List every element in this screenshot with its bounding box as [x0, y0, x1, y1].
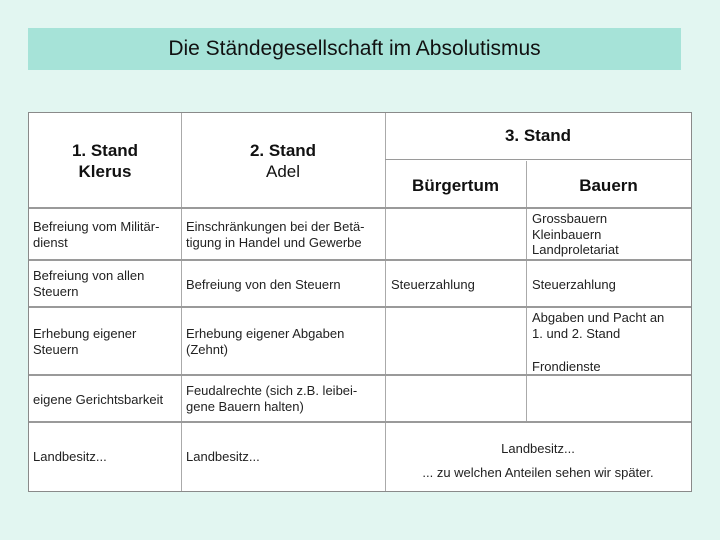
row5-stand3-line2: ... zu welchen Anteilen sehen wir später.	[422, 464, 654, 480]
row4-adel-line1: Feudalrechte (sich z.B. leibei-	[186, 383, 358, 398]
row-line-4	[29, 421, 691, 423]
slide-title-bar	[28, 28, 681, 70]
row2-buerger-line1: Steuerzahlung	[391, 277, 475, 292]
row2-klerus	[33, 268, 179, 299]
col-divider-3	[526, 161, 527, 421]
header-stand2-name: Adel	[265, 162, 301, 181]
row1-klerus-line1: Befreiung vom Militär-	[33, 219, 160, 234]
row1-klerus-line2: dienst	[33, 234, 68, 250]
row5-adel	[186, 449, 384, 465]
header-stand1	[29, 140, 181, 182]
row1-bauern-line3: Landproletariat	[532, 242, 619, 257]
row1-adel-line2: tigung in Handel und Gewerbe	[186, 234, 362, 250]
row1-adel	[186, 219, 384, 250]
col-divider-2	[385, 113, 386, 491]
header-stand3	[385, 125, 691, 146]
row1-bauern-line2: Kleinbauern	[532, 226, 602, 242]
row5-klerus-line1: Landbesitz...	[33, 449, 107, 464]
row5-adel-line1: Landbesitz...	[186, 449, 260, 464]
header-bottom-line	[29, 207, 691, 209]
row2-bauern	[532, 277, 690, 293]
row2-klerus-line2: Steuern	[33, 283, 79, 299]
row1-adel-line1: Einschränkungen bei der Betä-	[186, 219, 365, 234]
row3-klerus	[33, 326, 179, 357]
row2-adel	[186, 277, 384, 293]
header-stand2-num: 2. Stand	[249, 141, 317, 160]
row5-stand3-line1: Landbesitz...	[501, 441, 575, 456]
header-stand1-name: Klerus	[78, 162, 132, 181]
row5-stand3	[385, 441, 691, 480]
row3-bauern-line3: Frondienste	[532, 359, 601, 374]
row3-adel	[186, 326, 384, 357]
estates-table	[28, 112, 692, 492]
row2-bauern-line1: Steuerzahlung	[532, 277, 616, 292]
row4-klerus	[33, 392, 183, 408]
header-bauern	[526, 175, 691, 196]
header-buergertum	[385, 175, 526, 196]
header-stand1-num: 1. Stand	[71, 141, 139, 160]
stand3-divider	[385, 159, 691, 160]
header-stand2	[181, 140, 385, 182]
row1-bauern	[532, 211, 690, 258]
row-line-2	[29, 306, 691, 308]
row-line-1	[29, 259, 691, 261]
row5-klerus	[33, 449, 179, 465]
row3-bauern-line2: 1. und 2. Stand	[532, 325, 621, 341]
header-buergertum-label: Bürgertum	[412, 176, 499, 195]
row3-bauern-line1: Abgaben und Pacht an	[532, 310, 665, 325]
row1-bauern-line1: Grossbauern	[532, 211, 608, 226]
row4-adel-line2: gene Bauern halten)	[186, 398, 304, 414]
row2-buerger	[391, 277, 525, 293]
row4-adel	[186, 383, 384, 414]
row3-adel-line1: Erhebung eigener Abgaben	[186, 326, 345, 341]
row3-klerus-line1: Erhebung eigener	[33, 326, 137, 341]
slide-title: Die Ständegesellschaft im Absolutismus	[168, 37, 541, 60]
header-bauern-label: Bauern	[579, 176, 638, 195]
row3-bauern	[532, 310, 690, 375]
row4-klerus-line1: eigene Gerichtsbarkeit	[33, 392, 164, 407]
row2-klerus-line1: Befreiung von allen	[33, 268, 145, 283]
header-stand3-num: 3. Stand	[504, 126, 572, 145]
row2-adel-line1: Befreiung von den Steuern	[186, 277, 341, 292]
row3-adel-line2: (Zehnt)	[186, 341, 228, 357]
row1-klerus	[33, 219, 179, 250]
row3-klerus-line2: Steuern	[33, 341, 79, 357]
